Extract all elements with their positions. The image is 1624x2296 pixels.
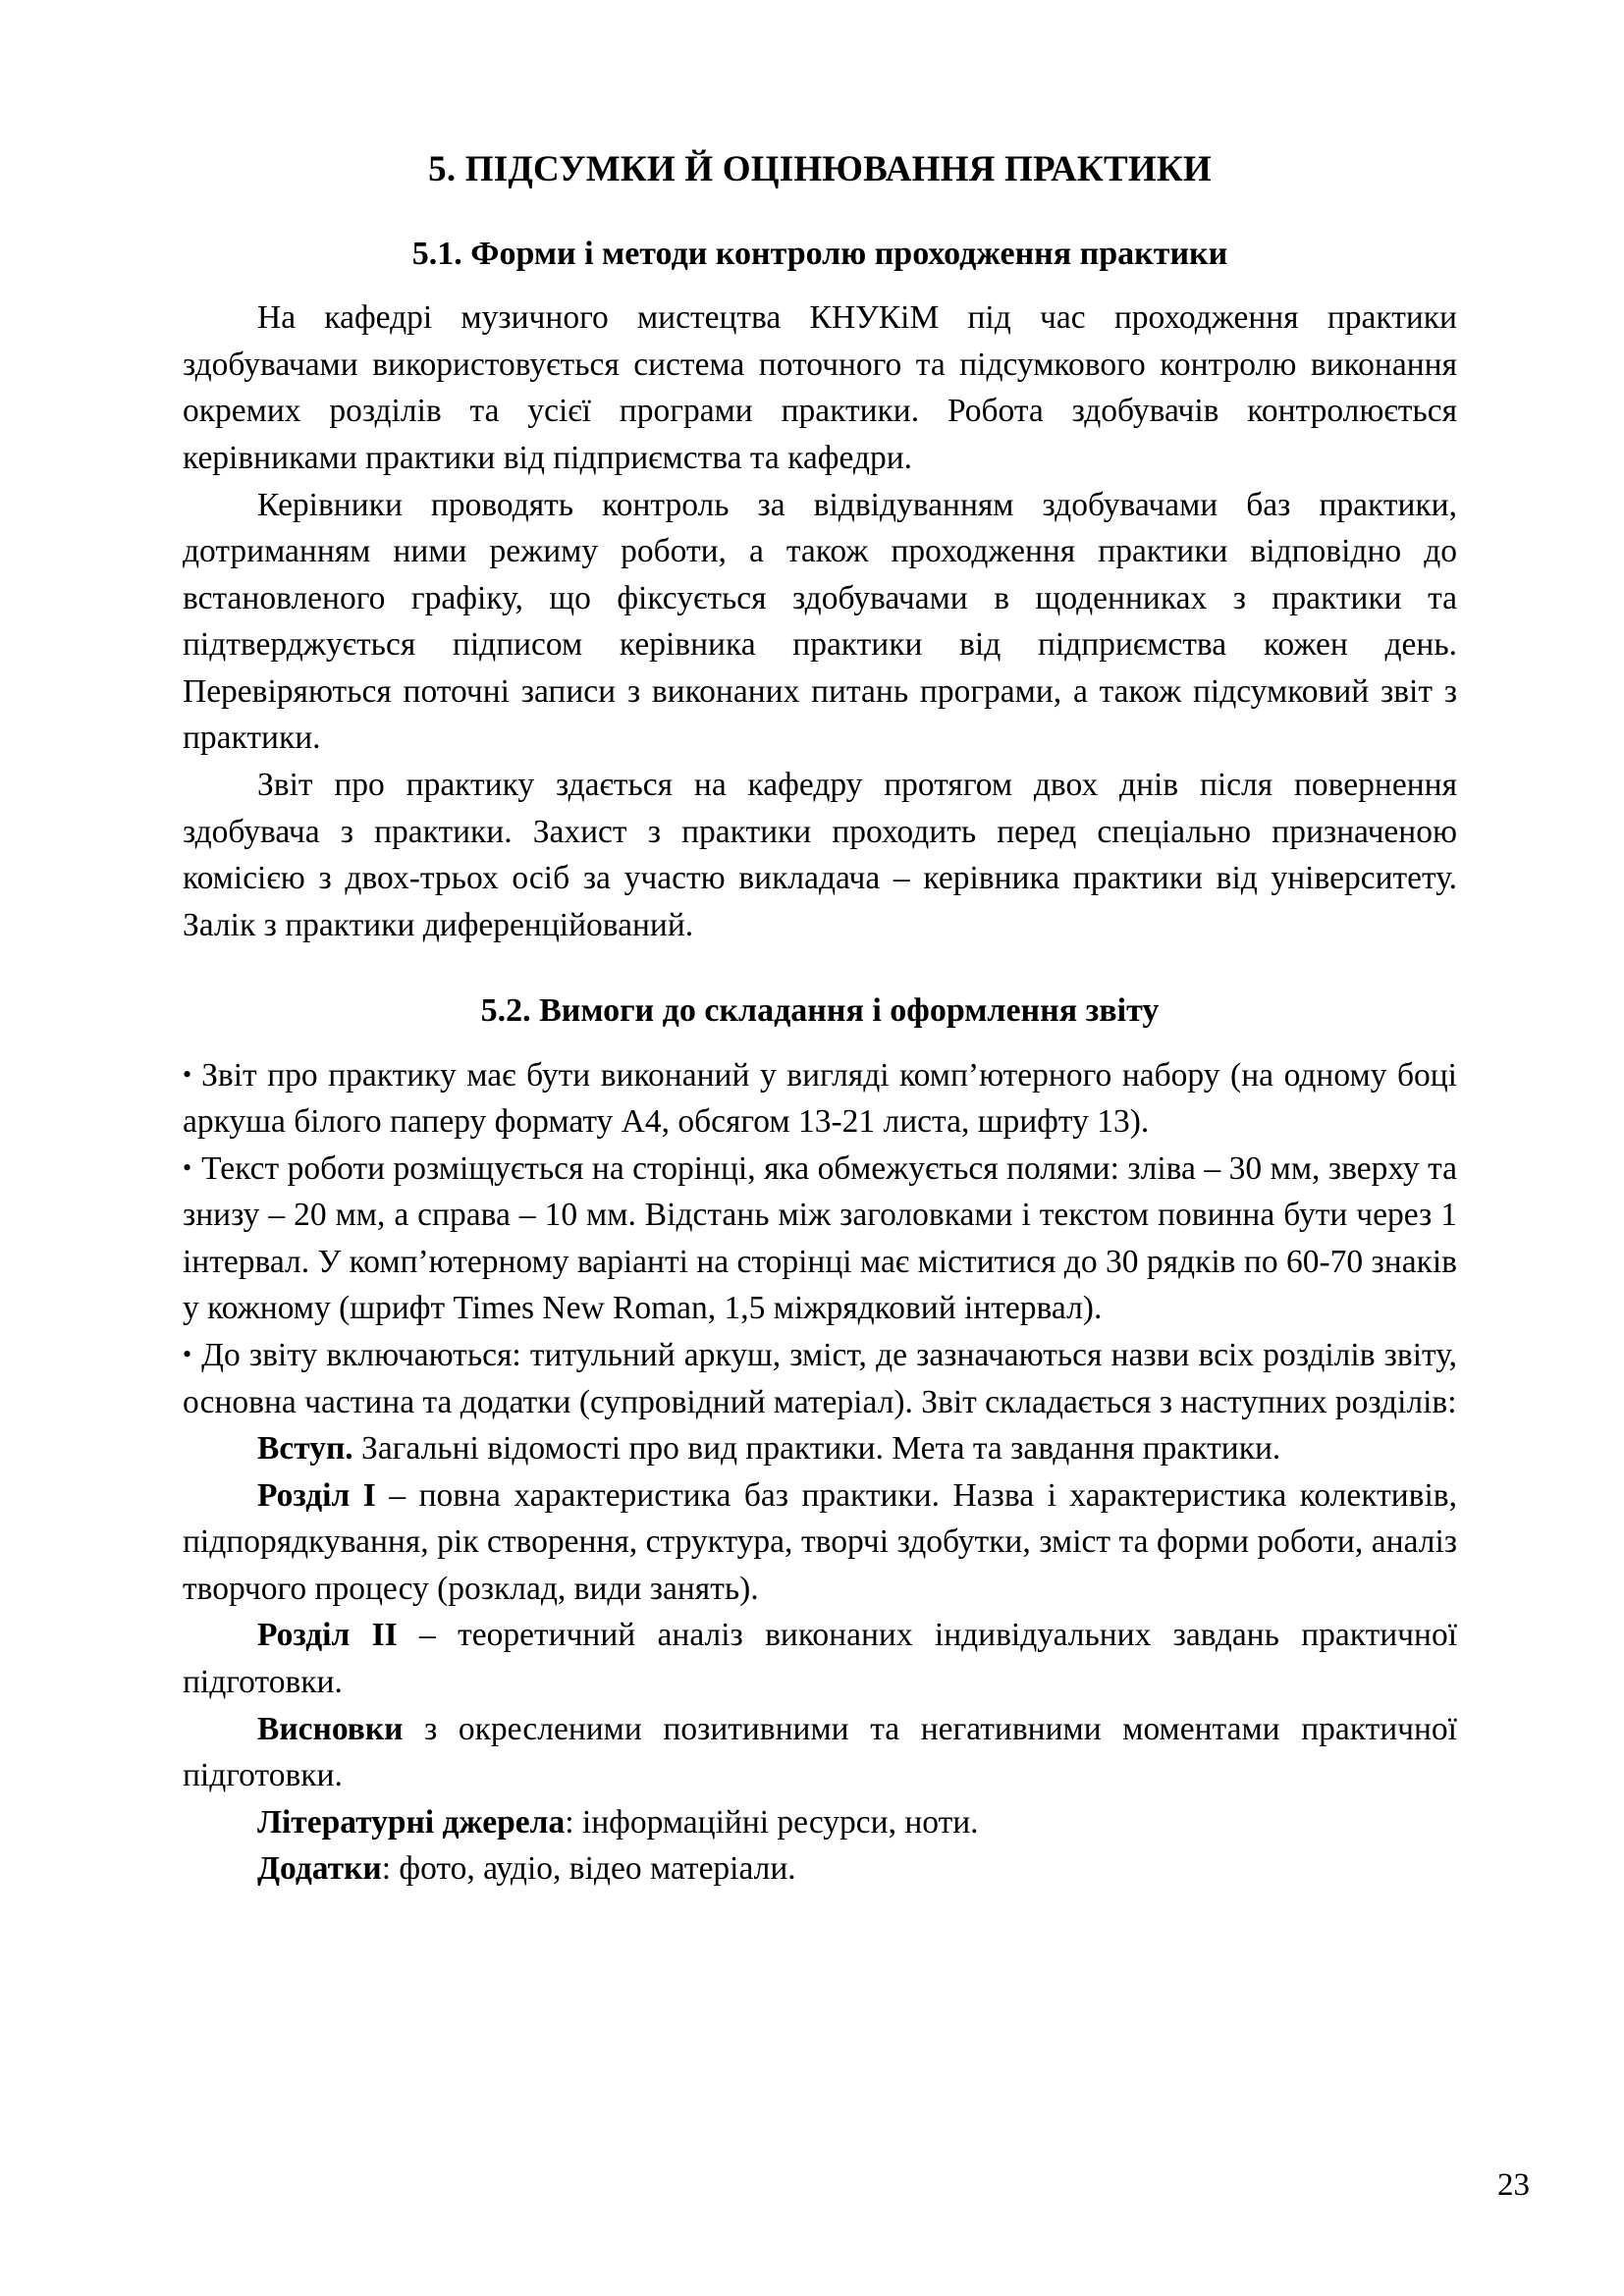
report-part-vstup-text: Загальні відомості про вид практики. Мета та завдання практики. xyxy=(352,1430,1281,1468)
report-part-vysnovky-label: Висновки xyxy=(257,1710,404,1747)
report-part-vysnovky xyxy=(183,1706,1457,1799)
bullet-item-2 xyxy=(183,1146,1457,1332)
page-title: 5. ПІДСУМКИ Й ОЦІНЮВАННЯ ПРАКТИКИ xyxy=(428,149,1212,189)
report-part-literatura-label: Літературні джерела xyxy=(257,1803,566,1841)
report-part-vstup-label: Вступ. xyxy=(257,1430,353,1468)
report-part-literatura xyxy=(183,1799,1457,1846)
report-part-dodatky-text: : фото, аудіо, відео матеріали. xyxy=(381,1850,796,1888)
bullet-marker-icon: • xyxy=(183,1059,192,1089)
bullet-marker-icon: • xyxy=(183,1152,192,1182)
report-part-literatura-text: : інформаційні ресурси, ноти. xyxy=(565,1803,979,1841)
section-heading-5-1: 5.1. Форми і методи контролю проходження практики xyxy=(411,235,1228,272)
report-part-rozdil-2-text: – теоретичний аналіз виконаних індивідуальних завдань практичної підготовки. xyxy=(183,1617,1458,1700)
paragraph-5-1-2: Керівники проводять контроль за відвідуванням здобувачами баз практики, дотриманням ними режиму роботи, а також проходження практики відповідно до встановленого графіку, що фіксується здобувачами в щоденниках з практики та підтверджується підписом керівника практики від підприємства кожен день. Перевіряються поточні записи з виконаних питань програми, а також підсумковий звіт з практики. xyxy=(183,486,1457,757)
bullet-item-1 xyxy=(183,1052,1457,1146)
bullet-item-1-text: Звіт про практику має бути виконаний у вигляді комп’ютерного набору (на одному боці аркуша білого паперу формату А4, обсягом 13-21 листа, шрифту 13). xyxy=(183,1056,1457,1141)
bullet-item-3-text: До звіту включаються: титульний аркуш, зміст, де зазначаються назви всіх розділів звіту, основна частина та додатки (супровідний матеріал). Звіт складається з наступних розділів: xyxy=(183,1337,1457,1420)
report-part-dodatky xyxy=(183,1845,1457,1893)
report-part-vysnovky-text: з окресленими позитивними та негативними моментами практичної підготовки. xyxy=(183,1710,1457,1794)
report-part-rozdil-2 xyxy=(183,1612,1457,1705)
page-number: 23 xyxy=(1497,2167,1530,2203)
page-content xyxy=(183,149,1457,1893)
bullet-marker-icon: • xyxy=(183,1340,192,1369)
report-part-dodatky-label: Додатки xyxy=(257,1850,382,1888)
report-part-vstup xyxy=(183,1425,1457,1472)
bullet-item-3 xyxy=(183,1332,1457,1425)
report-part-rozdil-1 xyxy=(183,1472,1457,1613)
bullet-item-2-text: Текст роботи розміщується на сторінці, яка обмежується полями: зліва – 30 мм, зверху та знизу – 20 мм, а справа – 10 мм. Відстань між заголовками і текстом повинна бути через 1 інтервал. У комп’ютерному варіанті на сторінці має міститися до 30 рядків по 60-70 знаків у кожному (шрифт Times New Roman, 1,5 міжрядковий інтервал). xyxy=(183,1149,1457,1327)
report-part-rozdil-2-label: Розділ II xyxy=(257,1617,398,1654)
report-part-rozdil-1-label: Розділ I xyxy=(257,1476,376,1514)
report-part-rozdil-1-text: – повна характеристика баз практики. Назва і характеристика колективів, підпорядкування, рік створення, структура, творчі здобутки, зміст та форми роботи, аналіз творчого процесу (розклад, види занять). xyxy=(183,1476,1457,1607)
paragraph-5-1-1: На кафедрі музичного мистецтва КНУКіМ під час проходження практики здобувачами використовується система поточного та підсумкового контролю виконання окремих розділів та усієї програми практики. Робота здобувачів контролюється керівниками практики від підприємства та кафедри. xyxy=(183,299,1457,477)
paragraph-5-1-3: Звіт про практику здається на кафедру протягом двох днів після повернення здобувача з практики. Захист з практики проходить перед спеціально призначеною комісією з двох-трьох осіб за участю викладача – керівника практики від університету. Залік з практики диференційований. xyxy=(183,766,1457,943)
section-heading-5-2: 5.2. Вимоги до складання і оформлення звіту xyxy=(480,992,1160,1030)
